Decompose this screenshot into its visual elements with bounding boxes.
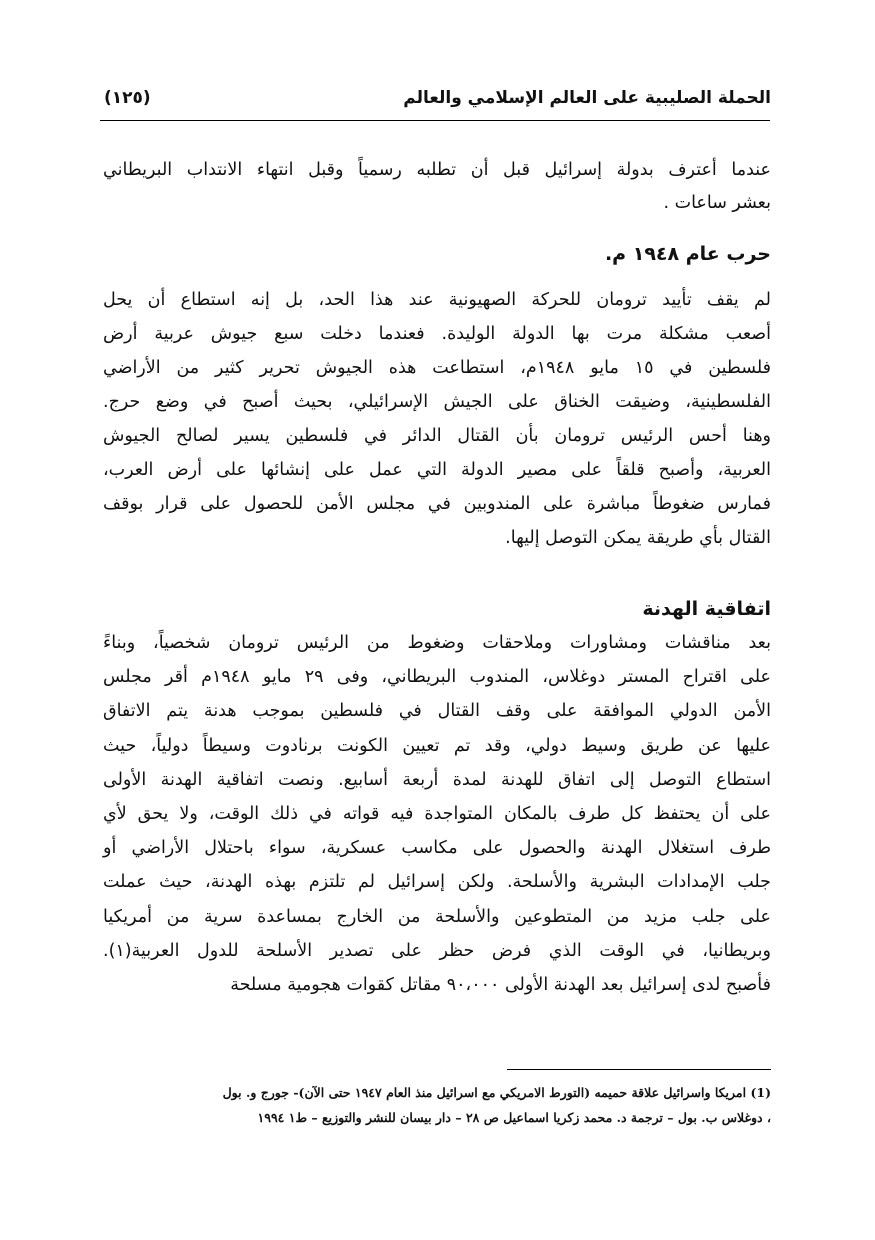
text-line: على أن يحتفظ كل طرف بالمكان المتواجدة فيه قواته في ذلك الوقت، ولا يحق لأي xyxy=(103,804,771,824)
text-line: لم يقف تأييد ترومان للحركة الصهيونية عند هذا الحد، بل إنه استطاع أن يحل xyxy=(103,290,771,310)
footnote-line: ، دوغلاس ب. بول – ترجمة د. محمد زكريا اسماعيل ص ٢٨ – دار بيسان للنشر والتوزيع – ط١ ١٩٩٤ xyxy=(257,1110,771,1125)
text-line: بعشر ساعات . xyxy=(663,193,771,213)
footnote-divider xyxy=(507,1069,771,1070)
text-line: العربية، وأصبح قلقاً على مصير الدولة التي عمل على إنشائها على أرض العرب، xyxy=(103,460,771,480)
text-line: بعد مناقشات ومشاورات وملاحقات وضغوط من الرئيس ترومان شخصياً، وبناءً xyxy=(103,633,771,653)
text-line: جلب الإمدادات البشرية والأسلحة. ولكن إسرائيل لم تلتزم بهذه الهدنة، حيث عملت xyxy=(103,872,771,893)
text-line: طرف استغلال الهدنة والحصول على مكاسب عسكرية، سواء باحتلال الأراضي أو xyxy=(103,838,771,859)
text-line: عندما أعترف بدولة إسرائيل قبل أن تطلبه رسمياً وقبل انتهاء الانتداب البريطاني xyxy=(103,160,771,180)
text-line: استطاع التوصل إلى اتفاق للهدنة لمدة أربعة أسابيع. ونصت اتفاقية الهدنة الأولى xyxy=(103,769,771,790)
text-line: الأمن الدولي الموافقة على وقف القتال في فلسطين بموجب هدنة يتم الاتفاق xyxy=(103,701,771,722)
page-number: (١٢٥) xyxy=(104,88,151,108)
running-header-title: الحملة الصليبية على العالم الإسلامي والعالم xyxy=(403,88,771,108)
text-line: فمارس ضغوطاً مباشرة على المندوبين في مجلس الأمن للحصول على قرار بوقف xyxy=(103,494,771,514)
text-line: فلسطين في ١٥ مايو ١٩٤٨م، استطاعت هذه الجيوش تحرير كثير من الأراضي xyxy=(103,358,771,378)
section-heading-1948-war: حرب عام ١٩٤٨ م. xyxy=(604,243,771,265)
text-line: على اقتراح المستر دوغلاس، المندوب البريطاني، وفى ٢٩ مايو ١٩٤٨م أقر مجلس xyxy=(103,667,771,688)
text-line: الفلسطينية، وضيقت الخناق على الجيش الإسرائيلي، بحيث أصبح في وضع حرج. xyxy=(103,392,771,412)
text-line: وبريطانيا، في الوقت الذي فرض حظر على تصدير الأسلحة للدول العربية(١). xyxy=(103,940,771,961)
section-heading-truce: اتفاقية الهدنة xyxy=(642,598,771,620)
text-line: عليها عن طريق وسيط دولي، وقد تم تعيين الكونت برنادوت وسيطاً دولياً، حيث xyxy=(103,735,771,756)
header-divider xyxy=(100,120,770,121)
text-line: أصعب مشكلة مرت بها الدولة الوليدة. فعندما دخلت سبع جيوش عربية أرض xyxy=(103,324,771,344)
footnote-line: (1) امريكا واسرائيل علاقة حميمه (التورط الامريكي مع اسرائيل منذ العام ١٩٤٧ حتى الآن)- جورج و. بول xyxy=(222,1085,771,1100)
text-line: على جلب مزيد من المتطوعين والأسلحة من الخارج بمساعدة سرية من أمريكيا xyxy=(103,906,771,927)
text-line: وهنا أحس الرئيس ترومان بأن القتال الدائر في فلسطين يسير لصالح الجيوش xyxy=(103,426,771,446)
text-line: القتال بأي طريقة يمكن التوصل إليها. xyxy=(505,528,771,548)
text-line: فأصبح لدى إسرائيل بعد الهدنة الأولى ٩٠،٠٠٠ مقاتل كقوات هجومية مسلحة xyxy=(230,975,771,995)
